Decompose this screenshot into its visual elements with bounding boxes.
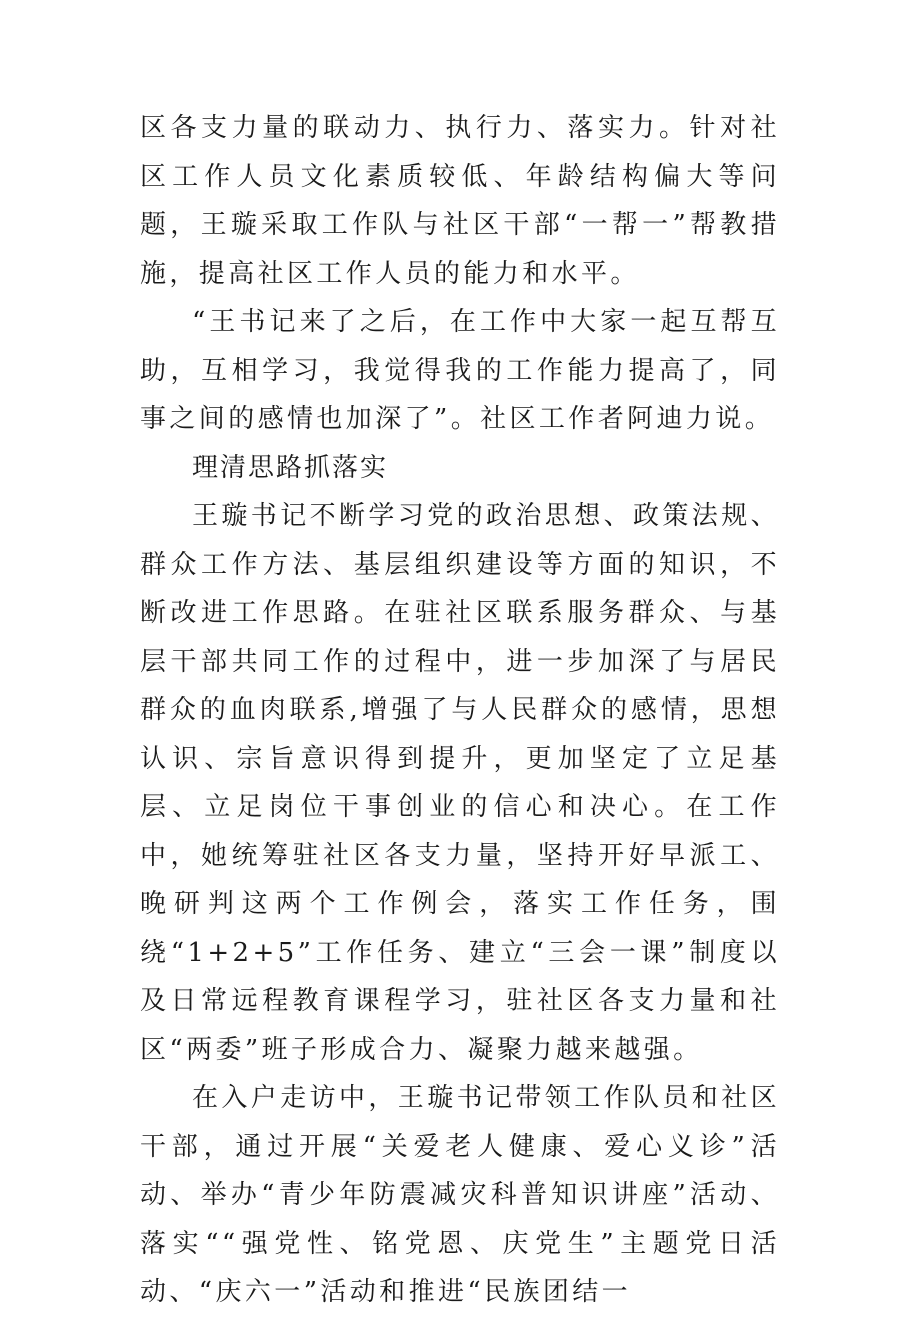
paragraph-work-ideas: 王璇书记不断学习党的政治思想、政策法规、群众工作方法、基层组织建设等方面的知识，不断改进工作思路。在驻社区联系服务群众、与基层干部共同工作的过程中，进一步加深了与居民群众的血肉联系,增强了与人民群众的感情，思想认识、宗旨意识得到提升，更加坚定了立足基层、立足岗位干事创业的信心和决心。在工作中，她统筹驻社区各支力量，坚持开好早派工、晚研判这两个工作例会，落实工作任务，围绕“1+2+5”工作任务、建立“三会一课”制度以及日常远程教育课程学习，驻社区各支力量和社区“两委”班子形成合力、凝聚力越来越强。 [140, 501, 781, 1065]
section-heading: 理清思路抓落实 [192, 452, 389, 483]
paragraph-household-visits: 在入户走访中，王璇书记带领工作队员和社区干部，通过开展“关爱老人健康、爱心义诊”活动、举办“青少年防震减灾科普知识讲座”活动、落实““强党性、铭党恩、庆党生”主题党日活动、“庆六一”活动和推进“民族团结一 [140, 1083, 781, 1307]
paragraph-continuation: 区各支力量的联动力、执行力、落实力。针对社区工作人员文化素质较低、年龄结构偏大等问题，王璇采取工作队与社区干部“一帮一”帮教措施，提高社区工作人员的能力和水平。 [140, 113, 780, 289]
paragraph-quote: “王书记来了之后，在工作中大家一起互帮互助，互相学习，我觉得我的工作能力提高了，同事之间的感情也加深了”。社区工作者阿迪力说。 [140, 307, 780, 434]
document-body [140, 104, 780, 1317]
